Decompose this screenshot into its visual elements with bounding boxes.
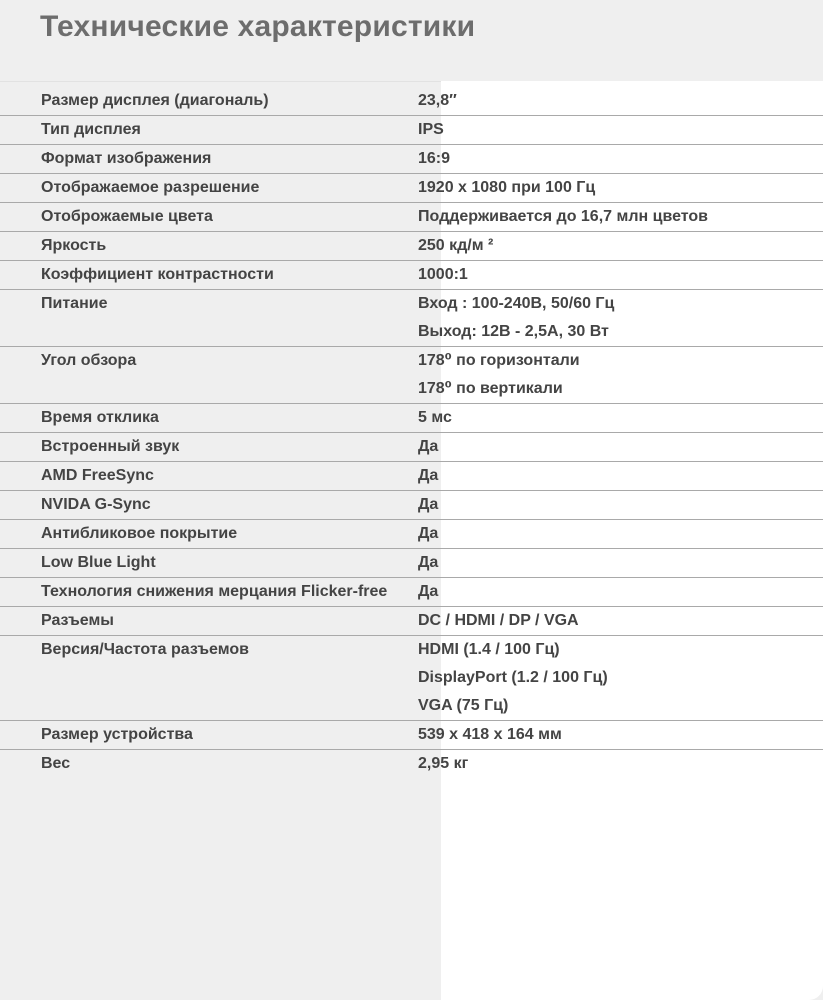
spec-value: 539 х 418 х 164 мм xyxy=(418,726,562,743)
spec-value: Да xyxy=(418,467,439,484)
spec-row xyxy=(0,607,823,636)
spec-value: Да xyxy=(418,525,439,542)
spec-label: Антибликовое покрытие xyxy=(41,525,238,542)
spec-values xyxy=(401,578,823,606)
spec-label: Формат изображения xyxy=(41,150,212,167)
spec-label: Разъемы xyxy=(41,612,114,629)
spec-value: 16:9 xyxy=(418,150,451,167)
spec-row xyxy=(0,203,823,232)
spec-values xyxy=(401,520,823,548)
spec-label: NVIDA G-Sync xyxy=(41,496,151,513)
spec-row xyxy=(0,721,823,750)
spec-value: Да xyxy=(418,554,439,571)
spec-value: 1000:1 xyxy=(418,266,468,283)
spec-values xyxy=(401,433,823,461)
spec-value: 250 кд/м ² xyxy=(418,237,494,254)
spec-value: Выход: 12В - 2,5А, 30 Вт xyxy=(418,323,609,340)
spec-label: Отоброжаемые цвета xyxy=(41,208,213,225)
spec-label: Версия/Частота разъемов xyxy=(41,641,249,658)
spec-value: Да xyxy=(418,496,439,513)
spec-value: HDMI (1.4 / 100 Гц) xyxy=(418,641,560,658)
spec-values xyxy=(401,462,823,490)
spec-value: VGA (75 Гц) xyxy=(418,697,509,714)
spec-value: DC / HDMI / DP / VGA xyxy=(418,612,579,629)
spec-values xyxy=(401,347,823,403)
spec-values xyxy=(401,87,823,115)
spec-row xyxy=(0,549,823,578)
spec-row xyxy=(0,87,823,116)
spec-values xyxy=(401,607,823,635)
spec-label: Встроенный звук xyxy=(41,438,180,455)
spec-label: Технология снижения мерцания Flicker-free xyxy=(41,583,388,600)
page-title: Технические характеристики xyxy=(40,10,476,43)
spec-row xyxy=(0,290,823,347)
spec-row xyxy=(0,261,823,290)
spec-row xyxy=(0,347,823,404)
spec-label: Low Blue Light xyxy=(41,554,156,571)
spec-label: Угол обзора xyxy=(41,352,137,369)
spec-label: Коэффициент контрастности xyxy=(41,266,274,283)
spec-value: Поддерживается до 16,7 млн цветов xyxy=(418,208,708,225)
spec-value: Да xyxy=(418,583,439,600)
spec-values xyxy=(401,549,823,577)
spec-values xyxy=(401,404,823,432)
spec-row xyxy=(0,636,823,721)
spec-label: AMD FreeSync xyxy=(41,467,154,484)
spec-row xyxy=(0,462,823,491)
spec-row xyxy=(0,433,823,462)
spec-value: IPS xyxy=(418,121,444,138)
spec-row xyxy=(0,750,823,778)
spec-label: Вес xyxy=(41,755,71,772)
spec-value: 5 мс xyxy=(418,409,452,426)
spec-value: Вход : 100-240В, 50/60 Гц xyxy=(418,295,615,312)
spec-row xyxy=(0,174,823,203)
spec-values xyxy=(401,174,823,202)
spec-row xyxy=(0,520,823,549)
spec-values xyxy=(401,116,823,144)
spec-value: 23,8″ xyxy=(418,92,457,109)
spec-label: Яркость xyxy=(41,237,107,254)
spec-label: Тип дисплея xyxy=(41,121,141,138)
spec-values xyxy=(401,145,823,173)
spec-value: 1920 х 1080 при 100 Гц xyxy=(418,179,596,196)
spec-row xyxy=(0,232,823,261)
spec-values xyxy=(401,290,823,346)
spec-values xyxy=(401,491,823,519)
spec-table xyxy=(0,87,823,778)
spec-label: Время отклика xyxy=(41,409,159,426)
spec-value: Да xyxy=(418,438,439,455)
spec-values xyxy=(401,203,823,231)
spec-row xyxy=(0,578,823,607)
spec-label: Размер устройства xyxy=(41,726,193,743)
spec-value: 178⁰ по вертикали xyxy=(418,380,563,397)
spec-row xyxy=(0,404,823,433)
spec-row xyxy=(0,145,823,174)
spec-values xyxy=(401,636,823,720)
spec-values xyxy=(401,750,823,778)
spec-label: Размер дисплея (диагональ) xyxy=(41,92,269,109)
spec-value: DisplayPort (1.2 / 100 Гц) xyxy=(418,669,608,686)
spec-row xyxy=(0,491,823,520)
spec-label: Отображаемое разрешение xyxy=(41,179,260,196)
spec-values xyxy=(401,721,823,749)
spec-values xyxy=(401,232,823,260)
spec-value: 2,95 кг xyxy=(418,755,469,772)
spec-row xyxy=(0,116,823,145)
spec-values xyxy=(401,261,823,289)
spec-value: 178⁰ по горизонтали xyxy=(418,352,580,369)
spec-label: Питание xyxy=(41,295,108,312)
